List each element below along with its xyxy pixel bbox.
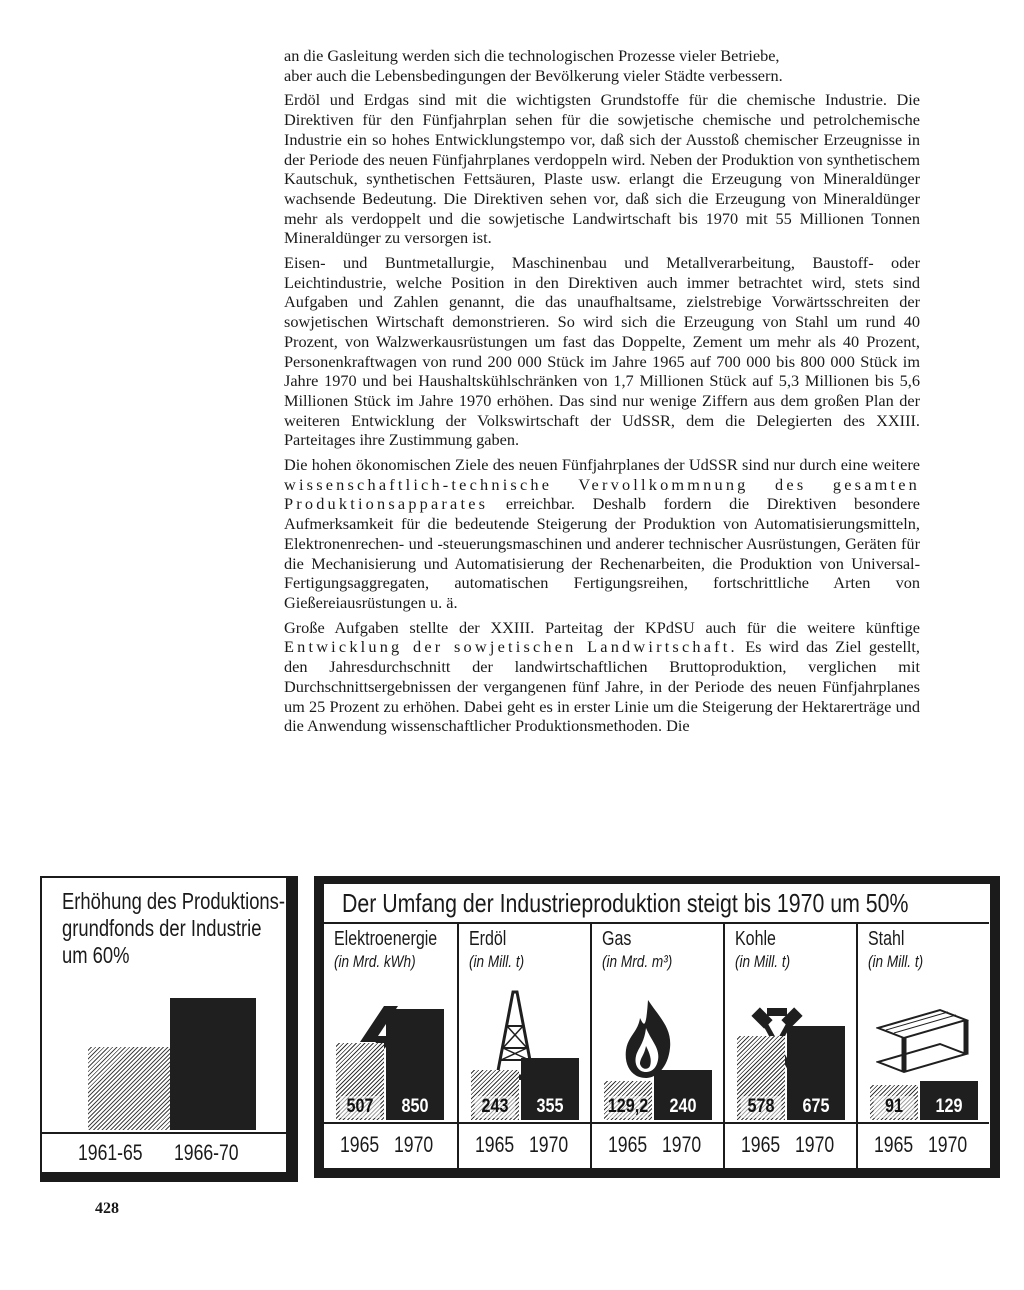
paragraph-2: Erdöl und Erdgas sind mit die wichtigsten Grundstoffe für die chemische Industrie. Die Direktiven für den Fünfjahrplan sehen für die sowjetische chemische und petrolchemische Industrie ein so hohes Entwicklungstempo vor, daß sich der Ausstoß chemischer Erzeugnisse in der Periode des neuen Fünfjahrplanes verdoppeln wird. Neben der Produktion von synthetischem Kautschuk, synthetischen Fettsäuren, Plaste usw. erlangt die Erzeugung von Mineraldünger wachsende Bedeutung. Die Direktiven sehen vor, daß sich die Erzeugung von Mineraldünger mehr als verdoppelt und die sowjetische Landwirtschaft bis 1970 mit 55 Millionen Tonnen Mineraldünger zu versorgen ist.	[284, 90, 920, 248]
paragraph-4-end: erreichbar. Deshalb fordern die Direktiven besondere Aufmerksamkeit für die bedeutende Steigerung der Produktion von Automatisierungsmitteln, Elektronenrechen- und -steuerungsmaschinen und anderer technischer Ausrüstungen, Geräten für die Mechanisierung und Automatisierung der Rechenarbeiten, die Produktion von Universal-Fertigungsaggregaten, automatischen Fertigungsreihen, fortschrittliche Arten von Gießereiausrüstungen u. ä.	[284, 494, 920, 612]
value-label-1965: 129,2	[607, 1096, 649, 1117]
year-label-1970: 1970	[394, 1132, 434, 1157]
year-label-1970: 1970	[795, 1132, 835, 1157]
year-label-1965: 1965	[475, 1132, 515, 1157]
year-axis	[324, 1122, 457, 1168]
value-label-1970: 850	[401, 1096, 429, 1117]
paragraph-3: Eisen- und Buntmetallurgie, Maschinenbau und Metallverarbeitung, Baustoff- oder Leichtindustrie, welche Position in den Direktiven auch immer betrachtet wird, stets sind Aufgaben und Zahlen genannt, die das unaufhaltsame, zielstrebige Vorwärtsschreiten der sowjetischen Wirtschaft demonstrieren. So wird sich die Erzeugung von Stahl um rund 40 Prozent, von Walzwerkausrüstungen um fast das Doppelte, Zement um mehr als 40 Prozent, Personenkraftwagen von rund 200 000 Stück im Jahre 1965 auf 700 000 bis 800 000 Stück im Jahre 1970 und bei Haushaltskühlschränken von 1,7 Millionen Stück auf 5,3 Millionen bis 5,6 Millionen Stück im Jahre 1970 erhöhen. Das sind nur wenige Ziffern aus dem großen Plan der weiteren Entwicklung der Volkswirtschaft der UdSSR, dem die Delegierten des XXIII. Parteitages ihre Zustimmung gaben.	[284, 253, 920, 450]
axis-label-1966-70: 1966-70	[174, 1140, 239, 1165]
bar-1961-65	[88, 1047, 170, 1130]
paragraph-4	[284, 455, 920, 613]
series-name: Elektroenergie	[334, 928, 438, 950]
paragraph-5-start: Große Aufgaben stellte der XXIII. Parteitag der KPdSU auch für die weitere künftige	[284, 617, 920, 637]
year-label-1965: 1965	[874, 1132, 914, 1157]
value-label-1970: 240	[669, 1096, 697, 1117]
value-label-1970: 129	[935, 1096, 963, 1117]
paragraph-1-line-2: aber auch die Lebensbedingungen der Bevölkerung vieler Städte verbessern.	[284, 65, 783, 85]
cell-gas	[590, 922, 723, 1168]
chart-productive-funds-frame	[40, 876, 288, 1174]
axis-label-1961-65: 1961-65	[78, 1140, 143, 1165]
chart-title-line-2: grundfonds der Industrie	[62, 915, 262, 941]
cell-kohle	[723, 922, 856, 1168]
chart-industry-production	[314, 876, 1000, 1178]
year-label-1970: 1970	[662, 1132, 702, 1157]
series-unit: (in Mill. t)	[868, 952, 924, 971]
series-unit: (in Mill. t)	[735, 952, 791, 971]
chart-title-line-1: Erhöhung des Produktions-	[62, 888, 285, 914]
value-label-1970: 355	[536, 1096, 564, 1117]
year-label-1965: 1965	[608, 1132, 648, 1157]
year-label-1970: 1970	[928, 1132, 968, 1157]
series-unit: (in Mill. t)	[469, 952, 525, 971]
value-label-1970: 675	[802, 1096, 830, 1117]
paragraph-1	[284, 46, 920, 85]
chart-industry-production-title: Der Umfang der Industrieproduktion steigt bis 1970 um 50%	[342, 888, 909, 918]
bar-1966-70	[170, 998, 256, 1130]
cell-stahl	[856, 922, 989, 1168]
paragraph-1-line-1: an die Gasleitung werden sich die technologischen Prozesse vieler Betriebe,	[284, 46, 780, 65]
value-label-1965: 243	[475, 1096, 516, 1118]
series-name: Erdöl	[469, 928, 507, 950]
page-number: 428	[95, 1200, 119, 1217]
paragraph-5	[284, 618, 920, 736]
cell-elektroenergie	[324, 922, 457, 1168]
paragraph-4-start: Die hohen ökonomischen Ziele des neuen Fünfjahrplanes der UdSSR sind nur durch eine weitere	[284, 455, 920, 475]
value-label-1965: 578	[741, 1096, 782, 1118]
year-axis	[858, 1122, 989, 1168]
year-label-1970: 1970	[529, 1132, 569, 1157]
paragraph-5-end: Es wird das Ziel gestellt, den Jahresdurchschnitt der landwirtschaftlichen Bruttoproduktion, verglichen mit Durchschnittsergebnissen der vergangenen fünf Jahre, in der Periode des neuen Fünfjahrplanes um 25 Prozent zu erhöhen. Dabei geht es in erster Linie um die Steigerung der Hektarerträge und die Anwendung wissenschaftlicher Produktionsmethoden. Die	[284, 637, 920, 736]
series-unit: (in Mrd. kWh)	[334, 952, 416, 971]
year-label-1965: 1965	[741, 1132, 781, 1157]
paragraph-5-emphasis: Entwicklung der sowjetischen Landwirtschaft.	[284, 637, 738, 657]
series-name: Kohle	[735, 928, 776, 950]
steel-beam-icon	[876, 1006, 972, 1076]
body-text	[284, 46, 920, 741]
value-label-1965: 507	[340, 1096, 381, 1118]
chart-title-line-3: um 60%	[62, 942, 130, 968]
chart-productive-funds	[40, 876, 298, 1182]
year-axis	[459, 1122, 590, 1168]
series-unit: (in Mrd. m³)	[602, 952, 673, 971]
year-axis	[592, 1122, 723, 1168]
chart-productive-funds-axis	[42, 1132, 286, 1174]
year-axis	[725, 1122, 856, 1168]
year-label-1965: 1965	[340, 1132, 380, 1157]
value-label-1965: 91	[874, 1096, 915, 1118]
chart-industry-production-frame	[322, 882, 992, 1170]
cell-erdöl	[457, 922, 590, 1168]
paragraph-4-emphasis: wissenschaftlich-technische Vervollkommnung des gesamten Produktionsapparates	[284, 474, 920, 514]
series-name: Stahl	[868, 928, 905, 950]
series-name: Gas	[602, 928, 632, 950]
